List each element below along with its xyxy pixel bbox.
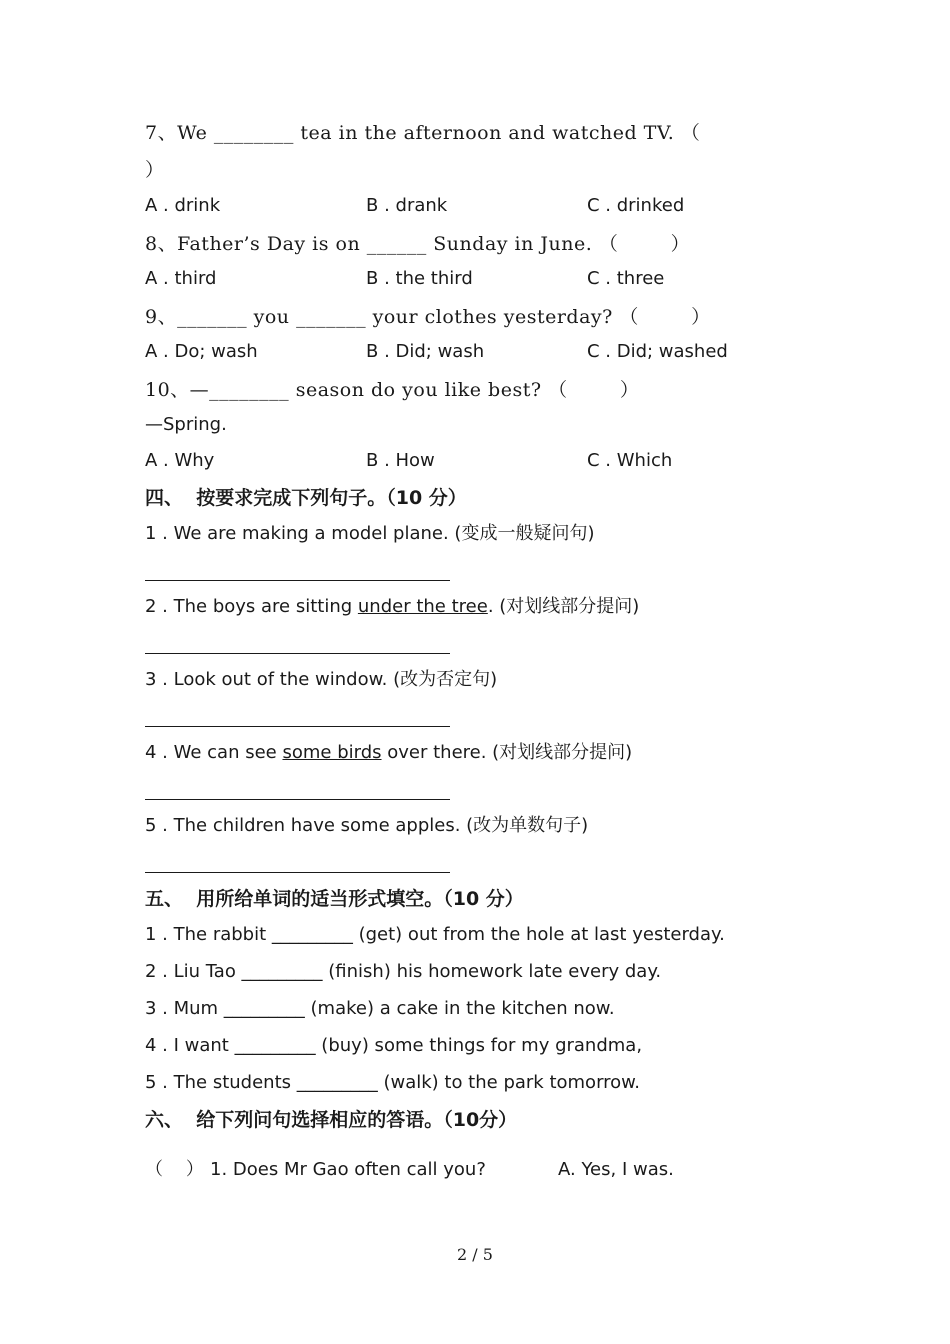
question-9-stem: 9、_______ you _______ your clothes yesterday? （ ） [145,306,711,328]
item-instruction: over there. (对划线部分提问) [381,742,633,763]
section-5-item-3: 3 . Mum _________ (make) a cake in the kitchen now. [145,998,615,1019]
answer-line-3[interactable] [145,726,450,727]
section-4-item-2 [145,598,639,616]
question-8-option-b: B . the third [366,268,473,289]
question-10-option-a: A . Why [145,450,215,471]
section-6-question-1: 1. Does Mr Gao often call you? [210,1159,486,1180]
section-5-item-1: 1 . The rabbit _________ (get) out from the hole at last yesterday. [145,924,725,945]
question-8-option-c: C . three [587,268,665,289]
underlined-phrase: some birds [282,742,382,763]
item-text: 3 . Look out of the window. (改为否定句) [145,669,498,690]
question-10-stem: 10、—________ season do you like best? （ ） [145,379,640,401]
section-4-title: 四、 按要求完成下列句子。（10 分） [145,487,467,509]
item-text: 4 . We can see [145,742,283,763]
item-text: 2 . The boys are sitting [145,596,358,617]
section-6-title: 六、 给下列问句选择相应的答语。（10分） [145,1109,518,1131]
page-number: 2 / 5 [457,1245,493,1264]
question-9-option-b: B . Did; wash [366,341,485,362]
underlined-phrase: under the tree [357,596,488,617]
question-7-option-b: B . drank [366,195,448,216]
answer-line-2[interactable] [145,653,450,654]
item-text: 5 . The children have some apples. (改为单数句子) [145,815,589,836]
section-5-title: 五、 用所给单词的适当形式填空。（10 分） [145,888,524,910]
question-8-stem: 8、Father’s Day is on ______ Sunday in June. （ ） [145,233,691,255]
item-text: 1 . We are making a model plane. (变成一般疑问句) [145,523,595,544]
question-9-option-a: A . Do; wash [145,341,258,362]
section-6-answer-a: A. Yes, I was. [558,1159,674,1180]
section-4-item-1 [145,525,594,543]
question-9-option-c: C . Did; washed [587,341,728,362]
answer-line-4[interactable] [145,799,450,800]
question-7-stem-close: ） [145,159,165,181]
question-10-option-c: C . Which [587,450,673,471]
question-10-option-b: B . How [366,450,435,471]
section-5-item-4: 4 . I want _________ (buy) some things for my grandma, [145,1035,643,1056]
section-4-item-3 [145,671,497,689]
question-8-option-a: A . third [145,268,217,289]
question-7-option-c: C . drinked [587,195,685,216]
section-4-item-5 [145,817,588,835]
section-5-item-5: 5 . The students _________ (walk) to the park tomorrow. [145,1072,640,1093]
question-7-stem: 7、We ________ tea in the afternoon and watched TV. （ [145,122,701,144]
answer-line-1[interactable] [145,580,450,581]
section-5-item-2: 2 . Liu Tao _________ (finish) his homework late every day. [145,961,662,982]
answer-line-5[interactable] [145,872,450,873]
section-4-item-4 [145,744,632,762]
section-6-answer-bracket[interactable]: （ ） [145,1159,204,1180]
question-10-reply: —Spring. [145,414,227,435]
question-7-option-a: A . drink [145,195,221,216]
item-instruction: . (对划线部分提问) [487,596,640,617]
